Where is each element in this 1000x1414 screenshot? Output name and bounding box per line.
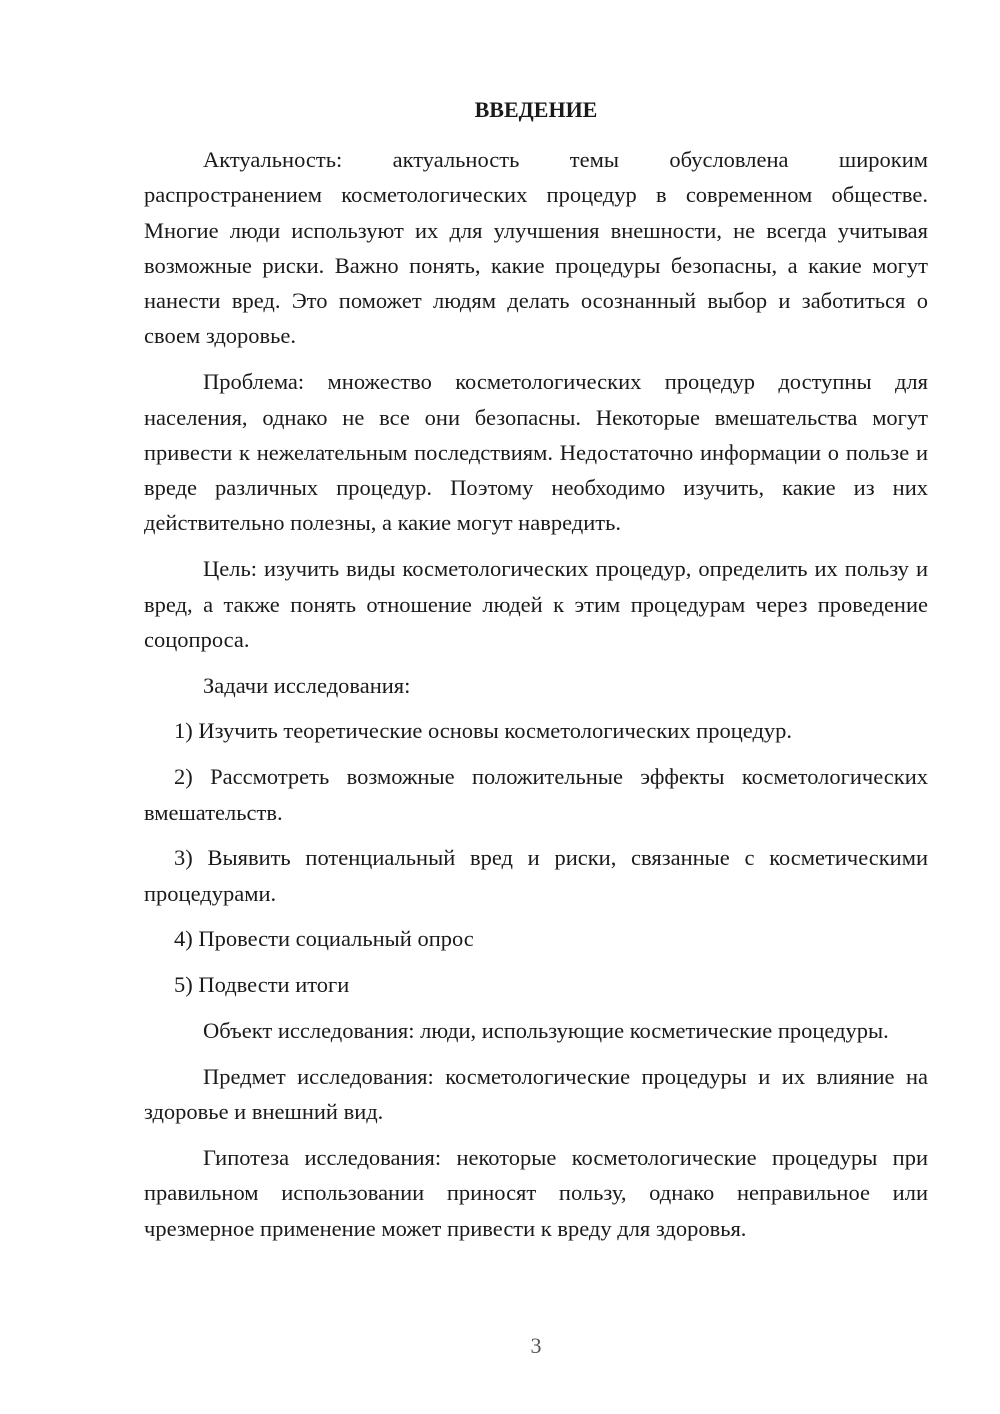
list-item-task-3: 3) Выявить потенциальный вред и риски, связанные с косметическими процедурами.: [144, 845, 928, 906]
list-item-task-1: 1) Изучить теоретические основы косметологических процедур.: [174, 718, 793, 744]
list-item-task-4: 4) Провести социальный опрос: [174, 926, 474, 952]
paragraph-relevance: Актуальность: актуальность темы обусловлена широким распространением косметологических процедур в современном обществе. Многие люди используют их для улучшения внешности, не всегда учитывая возможные риски. Важно понять, какие процедуры безопасны, а какие могут нанести вред. Это поможет людям делать осознанный выбор и заботиться о своем здоровье.: [144, 147, 928, 349]
paragraph-goal: Цель: изучить виды косметологических процедур, определить их пользу и вред, а также понять отношение людей к этим процедурам через проведение соцопроса.: [144, 556, 928, 652]
paragraph-tasks-heading: Задачи исследования:: [203, 672, 411, 698]
document-body: [144, 142, 928, 1246]
list-item-task-2: 2) Рассмотреть возможные положительные эффекты косметологических вмешательств.: [144, 764, 928, 825]
list-item-task-5: 5) Подвести итоги: [174, 972, 350, 998]
paragraph-problem: Проблема: множество косметологических процедур доступны для населения, однако не все они безопасны. Некоторые вмешательства могут привести к нежелательным последствиям. Недостаточно информации о пользе и вреде различных процедур. Поэтому необходимо изучить, какие из них действительно полезны, а какие могут навредить.: [144, 369, 928, 536]
document-page: [144, 0, 928, 1414]
paragraph-hypothesis: Гипотеза исследования: некоторые косметологические процедуры при правильном использовании приносят пользу, однако неправильное или чрезмерное применение может привести к вреду для здоровья.: [144, 1144, 928, 1241]
page-number: 3: [530, 1333, 542, 1358]
section-heading: ВВЕДЕНИЕ: [474, 97, 598, 122]
paragraph-subject: Предмет исследования: косметологические процедуры и их влияние на здоровье и внешний вид.: [144, 1063, 928, 1125]
paragraph-object: Объект исследования: люди, использующие косметические процедуры.: [203, 1018, 889, 1044]
